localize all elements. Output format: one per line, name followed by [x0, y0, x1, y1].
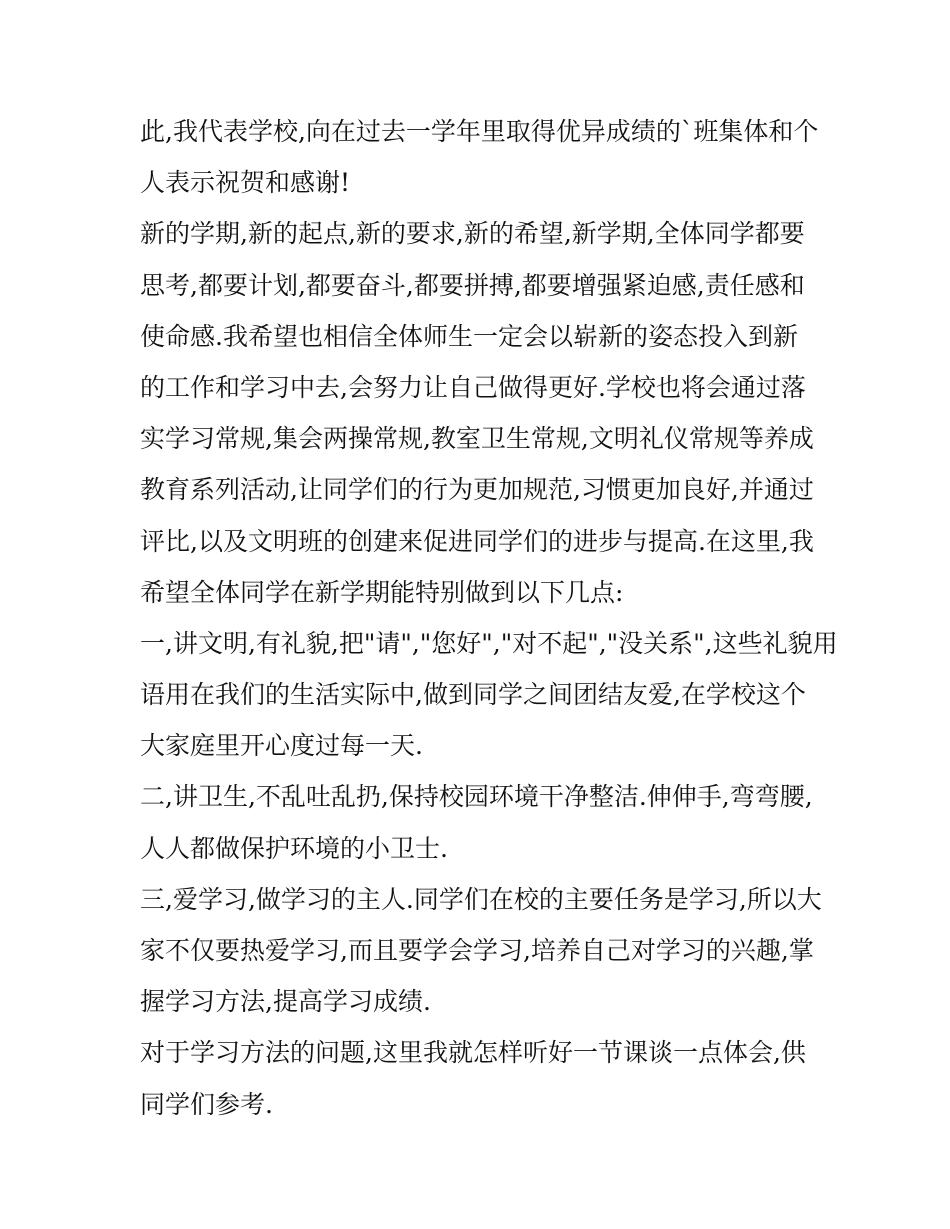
text-line: 新的学期,新的起点,新的要求,新的希望,新学期,全体同学都要	[140, 219, 805, 249]
text-line: 同学们参考.	[140, 1089, 273, 1119]
text-line: 握学习方法,提高学习成绩.	[140, 987, 431, 1017]
text-line: 对于学习方法的问题,这里我就怎样听好一节课谈一点体会,供	[140, 1038, 806, 1068]
text-line: 人人都做保护环境的小卫士.	[140, 833, 448, 863]
text-line: 大家庭里开心度过每一天.	[140, 731, 423, 761]
text-line: 三,爱学习,做学习的主人.同学们在校的主要任务是学习,所以大	[140, 884, 822, 914]
text-line: 二,讲卫生,不乱吐乱扔,保持校园环境干净整洁.伸伸手,弯弯腰,	[140, 782, 813, 812]
text-line: 家不仅要热爱学习,而且要学会学习,培养自己对学习的兴趣,掌	[140, 936, 814, 965]
text-line: 实学习常规,集会两操常规,教室卫生常规,文明礼仪常规等养成	[140, 424, 814, 454]
text-line: 人表示祝贺和感谢!	[140, 168, 351, 198]
text-line: 思考,都要计划,都要奋斗,都要拼搏,都要增强紧迫感,责任感和	[140, 270, 805, 300]
body-text	[140, 106, 838, 1130]
text-line: 语用在我们的生活实际中,做到同学之间团结友爱,在学校这个	[140, 680, 806, 710]
text-line: 评比,以及文明班的创建来促进同学们的进步与提高.在这里,我	[140, 526, 814, 556]
text-line: 使命感.我希望也相信全体师生一定会以崭新的姿态投入到新	[140, 321, 798, 351]
text-line: 希望全体同学在新学期能特别做到以下几点:	[140, 577, 624, 607]
text-line: 此,我代表学校,向在过去一学年里取得优异成绩的`班集体和个	[140, 117, 819, 146]
text-line: 教育系列活动,让同学们的行为更加规范,习惯更加良好,并通过	[140, 475, 814, 505]
text-line: 的工作和学习中去,会努力让自己做得更好.学校也将会通过落	[140, 372, 806, 402]
text-line: 一,讲文明,有礼貌,把"请","您好","对不起","没关系",这些礼貌用	[140, 628, 838, 658]
